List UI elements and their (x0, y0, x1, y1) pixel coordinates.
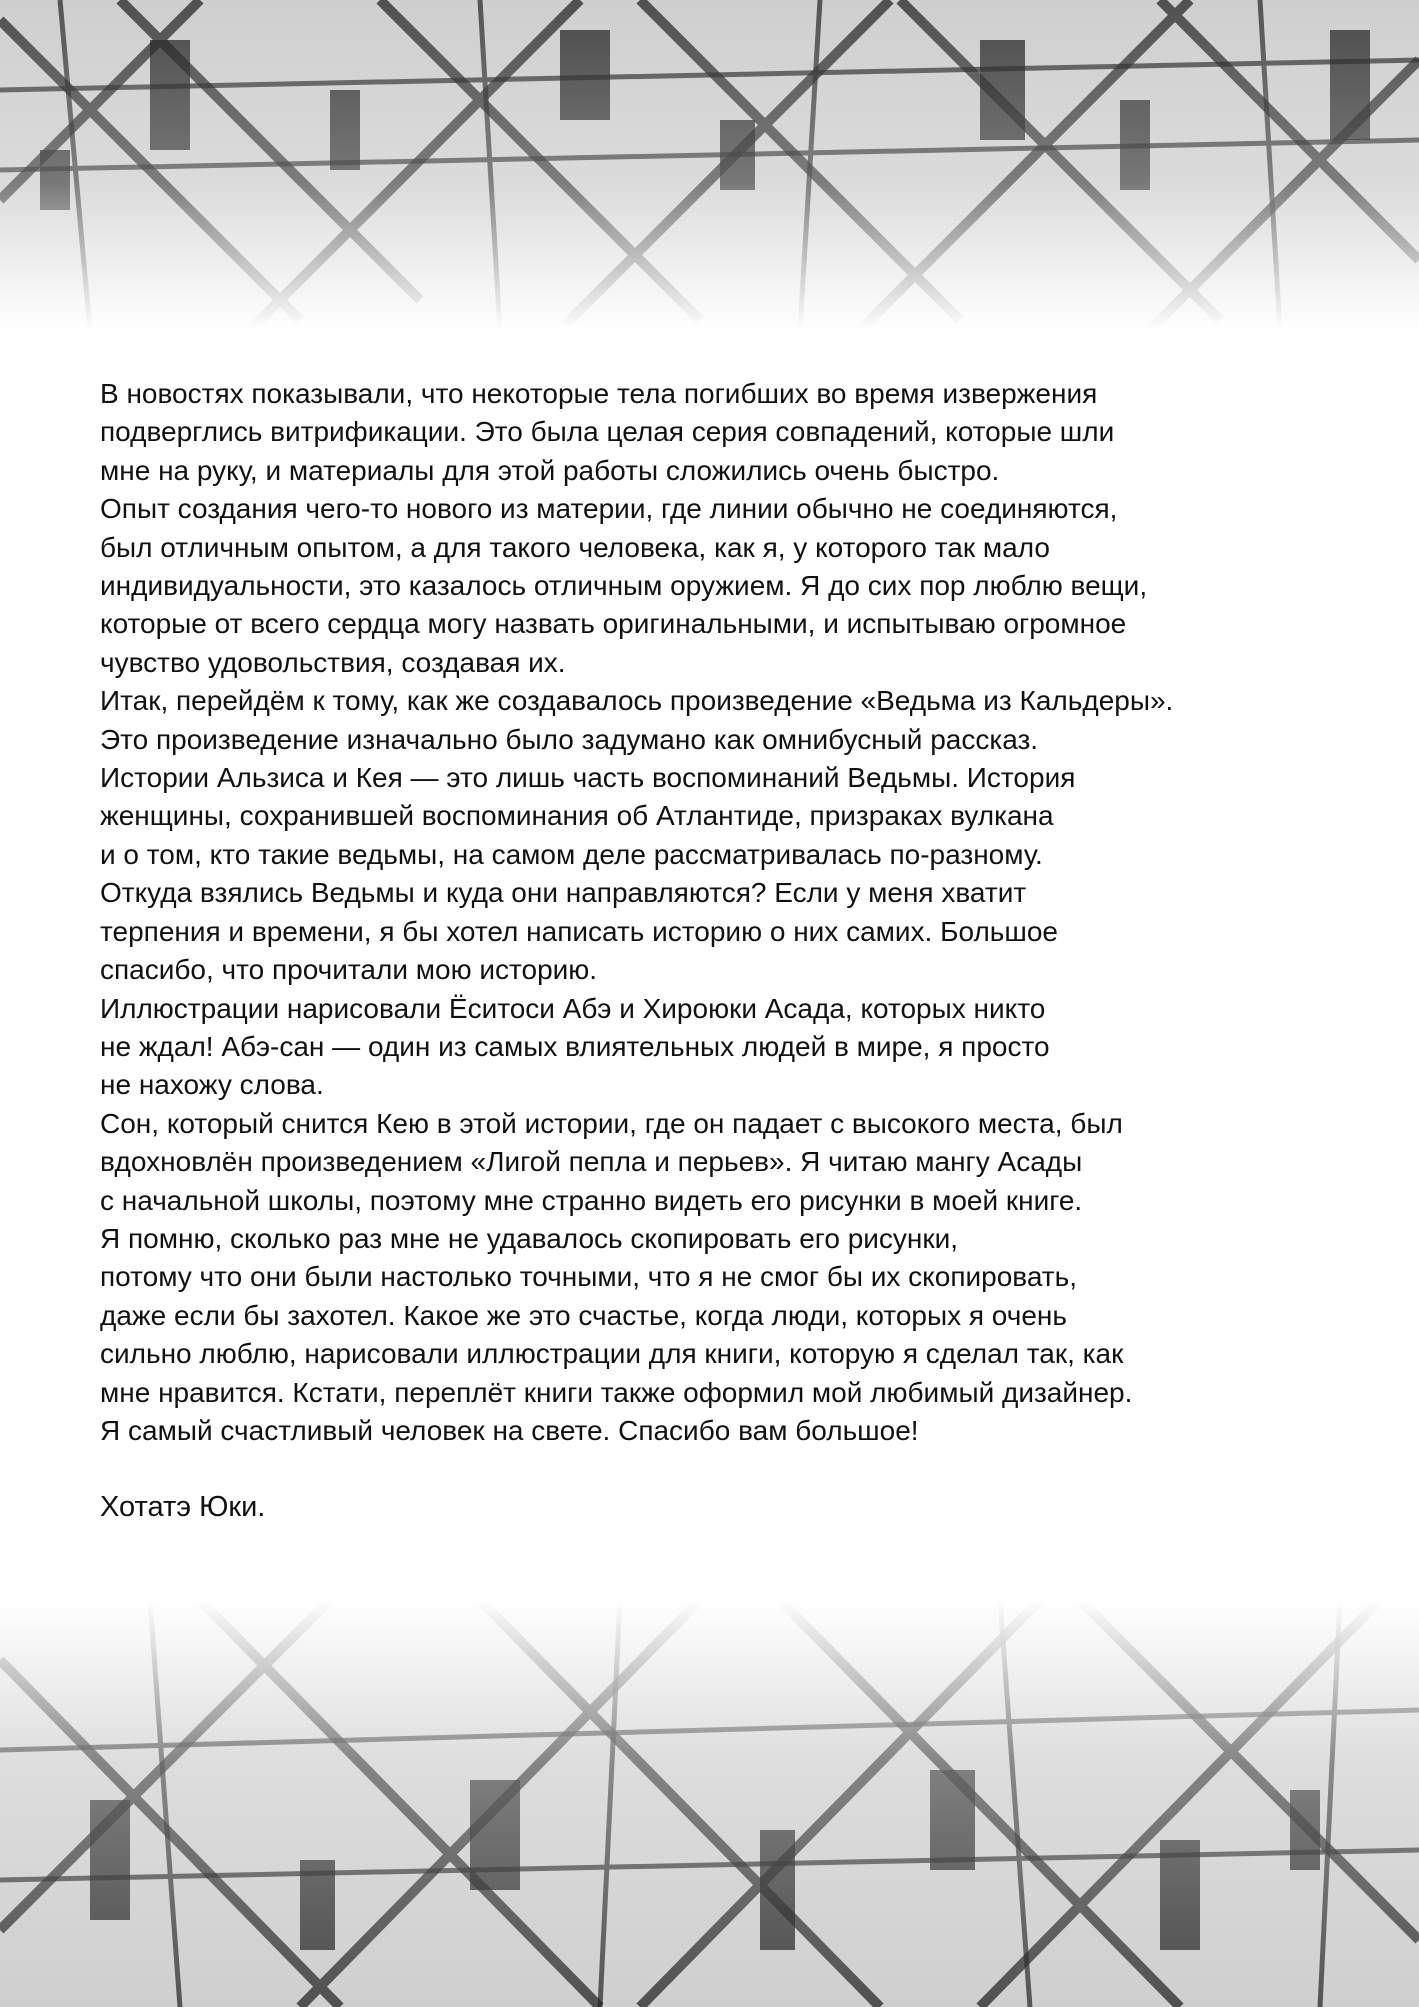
text-line: не ждал! Абэ-сан — один из самых влиятельных людей в мире, я просто (100, 1030, 1050, 1062)
text-line: сильно люблю, нарисовали иллюстрации для книги, которую я сделал так, как (100, 1338, 1124, 1370)
text-line: был отличным опытом, а для такого человека, как я, у которого так мало (100, 531, 1050, 563)
text-line: мне нравится. Кстати, переплёт книги также оформил мой любимый дизайнер. (100, 1376, 1133, 1408)
text-line: вдохновлён произведением «Лигой пепла и перьев». Я читаю мангу Асады (100, 1146, 1083, 1178)
bottom-grunge-texture (0, 1600, 1419, 2007)
top-grunge-texture (0, 0, 1419, 330)
text-line: Итак, перейдём к тому, как же создавалось произведение «Ведьма из Кальдеры». (100, 685, 1174, 717)
text-line: с начальной школы, поэтому мне странно видеть его рисунки в моей книге. (100, 1184, 1083, 1216)
text-line: которые от всего сердца могу назвать оригинальными, и испытываю огромное (100, 608, 1127, 640)
text-line: и о том, кто такие ведьмы, на самом деле рассматривалась по-разному. (100, 838, 1043, 870)
text-line: Истории Альзиса и Кея — это лишь часть воспоминаний Ведьмы. История (100, 762, 1076, 794)
text-line: женщины, сохранившей воспоминания об Атлантиде, призраках вулкана (100, 800, 1054, 832)
text-line: подверглись витрификации. Это была целая серия совпадений, которые шли (100, 416, 1115, 448)
text-line: Я помню, сколько раз мне не удавалось скопировать его рисунки, (100, 1222, 959, 1254)
text-line: чувство удовольствия, создавая их. (100, 646, 566, 678)
text-line: даже если бы захотел. Какое же это счастье, когда люди, которых я очень (100, 1299, 1067, 1331)
text-line: индивидуальности, это казалось отличным оружием. Я до сих пор люблю вещи, (100, 570, 1148, 602)
text-line: Сон, который снится Кею в этой истории, где он падает с высокого места, был (100, 1107, 1123, 1139)
text-line: Это произведение изначально было задумано как омнибусный рассказ. (100, 723, 1039, 755)
text-line: терпения и времени, я бы хотел написать историю о них самих. Большое (100, 915, 1058, 947)
text-line: Я самый счастливый человек на свете. Спасибо вам большое! (100, 1414, 919, 1446)
text-line: В новостях показывали, что некоторые тела погибших во время извержения (100, 378, 1098, 409)
author-signature: Хотатэ Юки. (100, 1491, 266, 1524)
afterword-text (100, 375, 1340, 1527)
text-line: спасибо, что прочитали мою историю. (100, 954, 598, 986)
text-line: не нахожу слова. (100, 1069, 324, 1101)
text-line: Иллюстрации нарисовали Ёситоси Абэ и Хироюки Асада, которых никто (100, 992, 1046, 1024)
text-line: Откуда взялись Ведьмы и куда они направляются? Если у меня хватит (100, 877, 1027, 909)
text-line: Опыт создания чего-то нового из материи, где линии обычно не соединяются, (100, 493, 1118, 525)
text-line: мне на руку, и материалы для этой работы сложились очень быстро. (100, 454, 1000, 486)
text-line: потому что они были настолько точными, что я не смог бы их скопировать, (100, 1261, 1077, 1293)
